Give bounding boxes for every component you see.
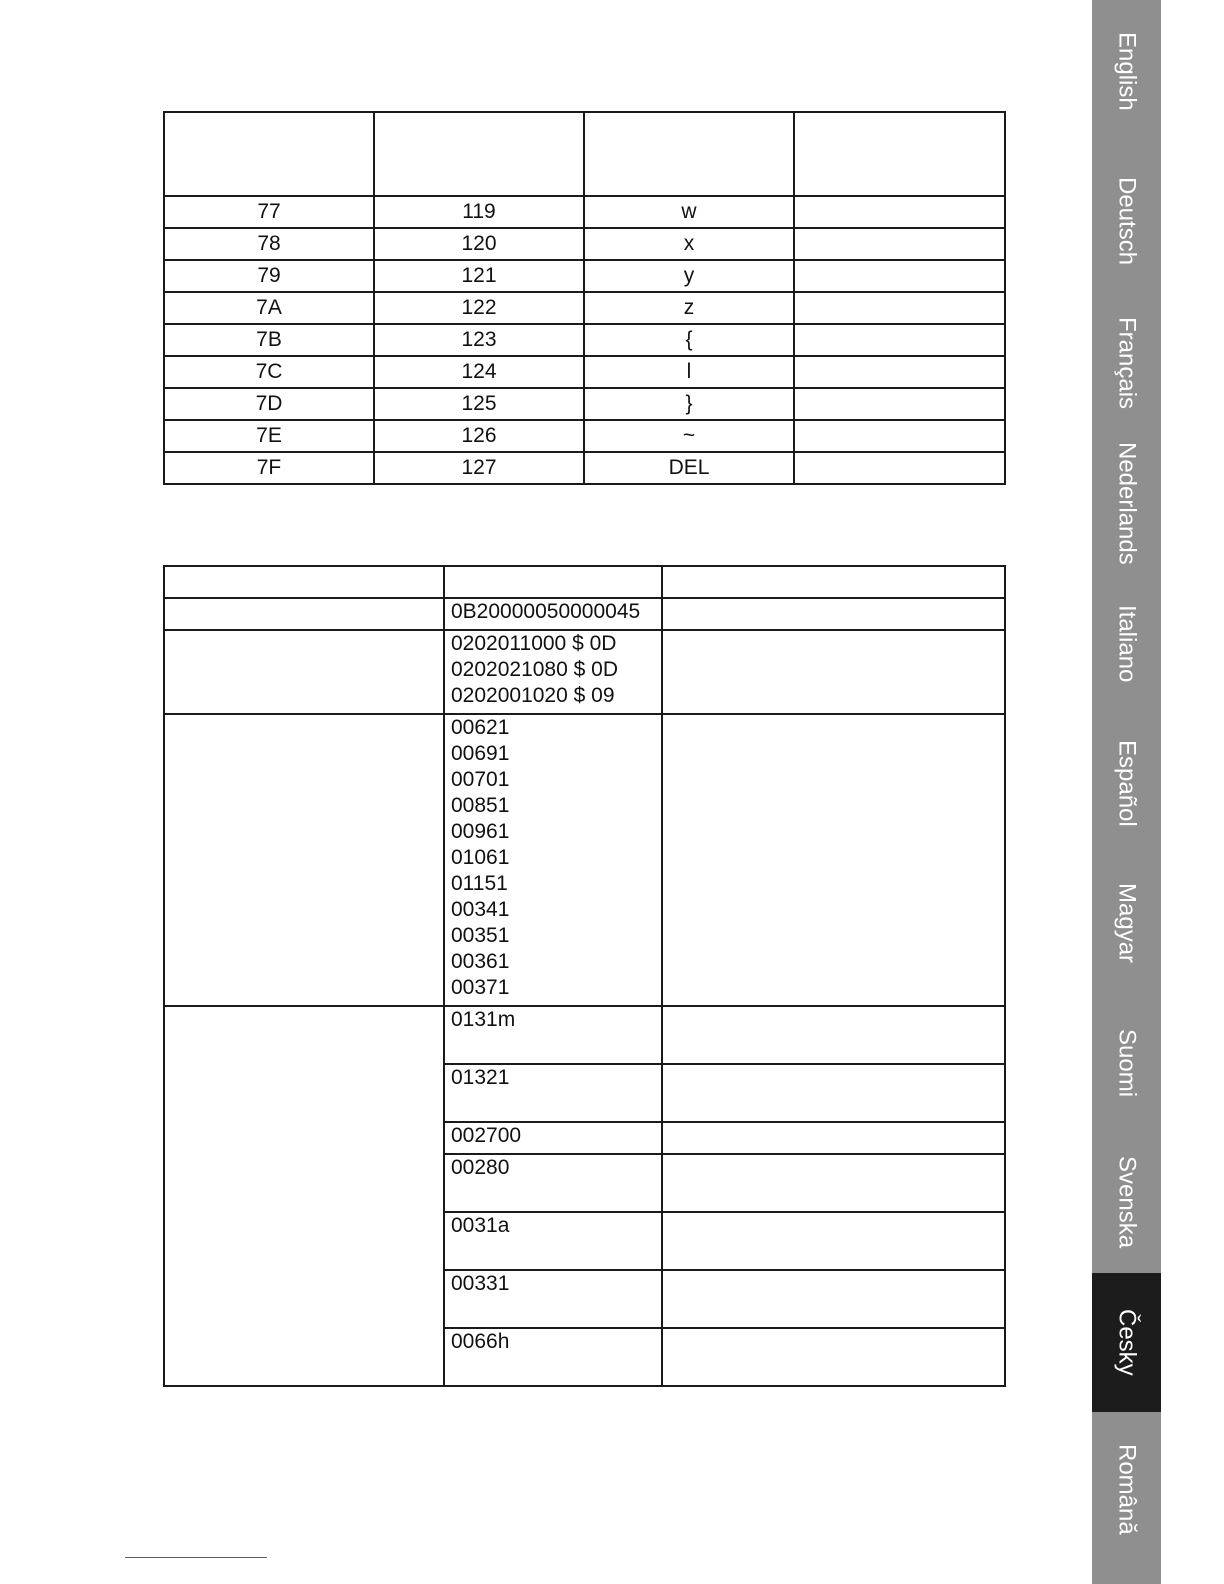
language-tab-deutsch[interactable]	[1092, 150, 1161, 293]
dec-cell: 125	[374, 388, 584, 420]
label-cell	[164, 630, 444, 714]
label-cell	[164, 714, 444, 1006]
hex-cell: 78	[164, 228, 374, 260]
code-line: 0202011000 $ 0D	[451, 632, 617, 655]
desc-cell	[794, 324, 1005, 356]
desc-cell	[794, 292, 1005, 324]
table-row	[164, 260, 1005, 292]
header-cell	[662, 566, 1005, 598]
language-tab-nederlands[interactable]	[1092, 432, 1161, 575]
code-cell	[444, 630, 662, 714]
ascii-table	[163, 111, 1006, 485]
hex-cell: 7B	[164, 324, 374, 356]
desc-cell	[662, 630, 1005, 714]
dec-cell: 122	[374, 292, 584, 324]
char-cell: w	[584, 196, 794, 228]
header-cell	[444, 566, 662, 598]
command-table	[163, 565, 1006, 1387]
dec-cell: 126	[374, 420, 584, 452]
header-cell	[374, 112, 584, 196]
char-cell: y	[584, 260, 794, 292]
code-cell: 002700	[444, 1122, 662, 1154]
dec-cell: 127	[374, 452, 584, 484]
char-cell: l	[584, 356, 794, 388]
language-tab-label: Español	[1113, 740, 1141, 827]
table-header-row	[164, 112, 1005, 196]
table-row	[164, 714, 1005, 1006]
code-line: 00361	[451, 950, 510, 973]
desc-cell	[794, 388, 1005, 420]
hex-cell: 7F	[164, 452, 374, 484]
code-line: 00371	[451, 976, 510, 999]
dec-cell: 121	[374, 260, 584, 292]
language-tab-cesky[interactable]	[1092, 1273, 1161, 1412]
hex-cell: 7E	[164, 420, 374, 452]
desc-cell	[662, 1212, 1005, 1270]
code-cell: 00280	[444, 1154, 662, 1212]
code-cell: 0066h	[444, 1328, 662, 1386]
label-cell	[164, 1006, 444, 1386]
desc-cell	[662, 1122, 1005, 1154]
language-tab-italiano[interactable]	[1092, 572, 1161, 715]
code-line: 00701	[451, 768, 510, 791]
footer-rule	[125, 1557, 267, 1558]
code-line: 00621	[451, 716, 510, 739]
desc-cell	[662, 714, 1005, 1006]
code-line: 0202021080 $ 0D	[451, 658, 618, 681]
char-cell: {	[584, 324, 794, 356]
language-tab-label: Suomi	[1113, 1029, 1141, 1098]
language-tab-suomi[interactable]	[1092, 992, 1161, 1135]
desc-cell	[662, 598, 1005, 630]
hex-cell: 7C	[164, 356, 374, 388]
header-cell	[794, 112, 1005, 196]
header-cell	[164, 112, 374, 196]
desc-cell	[662, 1270, 1005, 1328]
dec-cell: 124	[374, 356, 584, 388]
table-row	[164, 292, 1005, 324]
language-tab-english[interactable]	[1092, 0, 1161, 143]
code-cell: 01321	[444, 1064, 662, 1122]
header-cell	[584, 112, 794, 196]
code-cell	[444, 714, 662, 1006]
language-tab-francais[interactable]	[1092, 292, 1161, 435]
hex-cell: 79	[164, 260, 374, 292]
dec-cell: 119	[374, 196, 584, 228]
hex-cell: 77	[164, 196, 374, 228]
table-row	[164, 196, 1005, 228]
language-tab-svenska[interactable]	[1092, 1132, 1161, 1273]
header-cell	[164, 566, 444, 598]
code-cell: 0031a	[444, 1212, 662, 1270]
desc-cell	[794, 228, 1005, 260]
table-row	[164, 228, 1005, 260]
table-row	[164, 420, 1005, 452]
desc-cell	[794, 260, 1005, 292]
language-tab-magyar[interactable]	[1092, 852, 1161, 995]
desc-cell	[794, 356, 1005, 388]
dec-cell: 123	[374, 324, 584, 356]
char-cell: x	[584, 228, 794, 260]
code-line: 00351	[451, 924, 510, 947]
code-line: 00691	[451, 742, 510, 765]
language-sidebar	[1092, 0, 1161, 1584]
table-row	[164, 598, 1005, 630]
table-header-row	[164, 566, 1005, 598]
table-row	[164, 388, 1005, 420]
desc-cell	[662, 1064, 1005, 1122]
language-tab-label: Nederlands	[1113, 442, 1141, 565]
dec-cell: 120	[374, 228, 584, 260]
language-tab-label: Română	[1113, 1443, 1141, 1535]
desc-cell	[794, 420, 1005, 452]
code-cell: 0131m	[444, 1006, 662, 1064]
language-tab-espanol[interactable]	[1092, 712, 1161, 855]
language-tab-romana[interactable]	[1092, 1414, 1161, 1564]
desc-cell	[662, 1328, 1005, 1386]
table-row	[164, 324, 1005, 356]
language-tab-label: Français	[1113, 317, 1141, 410]
code-line: 01151	[451, 872, 508, 895]
language-tab-label: Česky	[1113, 1309, 1141, 1376]
language-tab-label: Svenska	[1113, 1156, 1141, 1249]
char-cell: DEL	[584, 452, 794, 484]
code-cell: 0B20000050000045	[444, 598, 662, 630]
table-row	[164, 630, 1005, 714]
desc-cell	[662, 1154, 1005, 1212]
language-tab-label: Deutsch	[1113, 177, 1141, 266]
code-line: 01061	[451, 846, 510, 869]
label-cell	[164, 598, 444, 630]
desc-cell	[794, 196, 1005, 228]
table-row	[164, 452, 1005, 484]
table-row	[164, 356, 1005, 388]
desc-cell	[794, 452, 1005, 484]
language-tab-label: English	[1113, 32, 1141, 111]
code-cell: 00331	[444, 1270, 662, 1328]
hex-cell: 7D	[164, 388, 374, 420]
char-cell: ~	[584, 420, 794, 452]
table-row	[164, 1006, 1005, 1064]
code-line: 0202001020 $ 09	[451, 684, 615, 707]
code-line: 00341	[451, 898, 510, 921]
hex-cell: 7A	[164, 292, 374, 324]
code-line: 00851	[451, 794, 510, 817]
code-line: 00961	[451, 820, 510, 843]
char-cell: }	[584, 388, 794, 420]
char-cell: z	[584, 292, 794, 324]
language-tab-label: Italiano	[1113, 604, 1141, 683]
desc-cell	[662, 1006, 1005, 1064]
language-tab-label: Magyar	[1113, 883, 1141, 964]
